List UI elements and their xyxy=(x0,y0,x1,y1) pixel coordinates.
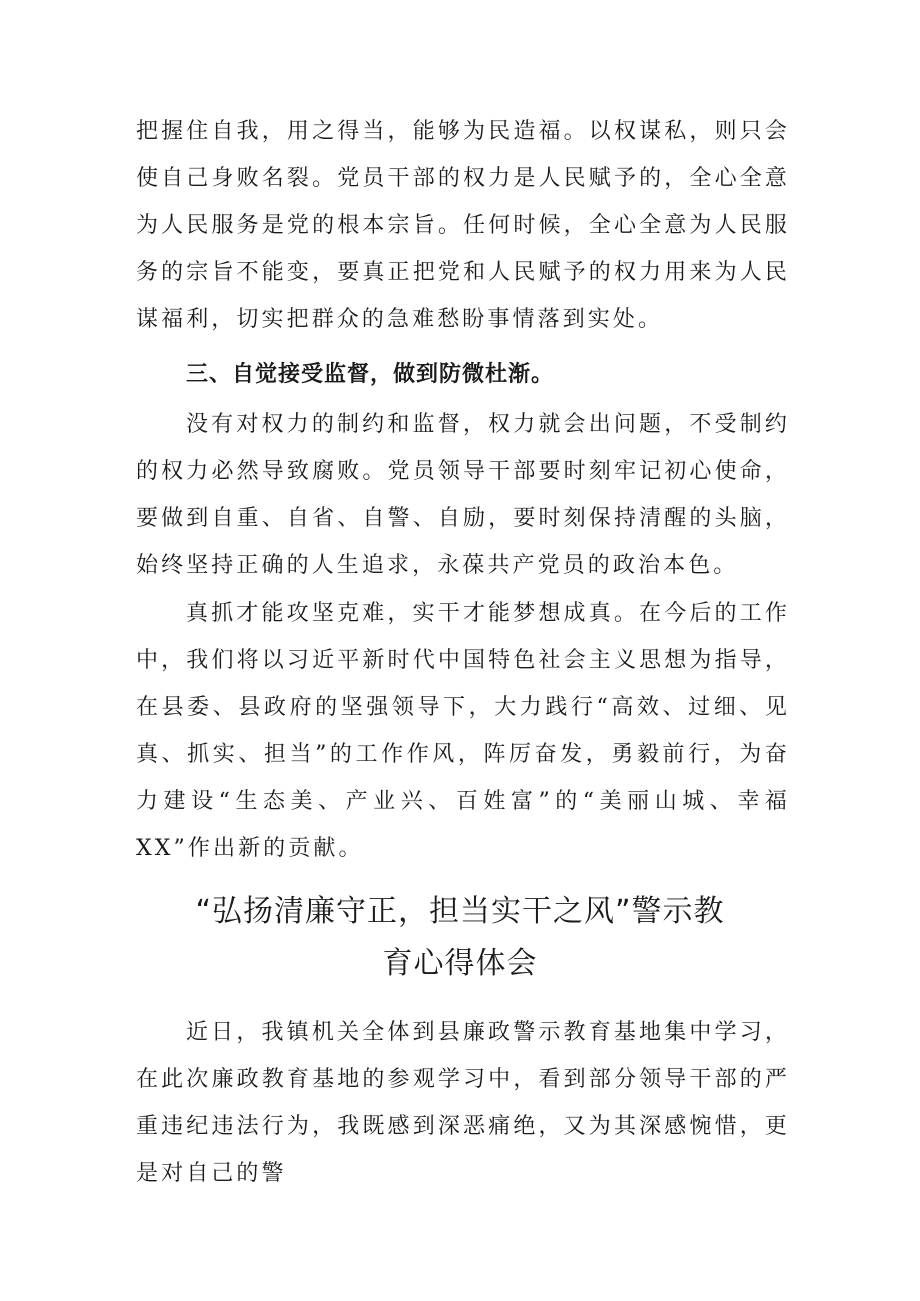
title-line-1: “弘扬清廉守正，担当实干之风”警示教 xyxy=(195,894,725,929)
paragraph-opening: 近日，我镇机关全体到县廉政警示教育基地集中学习，在此次廉政教育基地的参观学习中，看到部分领导干部的严重违纪违法行为，我既感到深恶痛绝，又为其深感惋惜，更是对自己的警 xyxy=(136,1020,790,1186)
paragraph-continued: 把握住自我，用之得当，能够为民造福。以权谋私，则只会使自己身败名裂。党员干部的权力是人民赋予的，全心全意为人民服务是党的根本宗旨。任何时候，全心全意为人民服务的宗旨不能变，要真正把党和人民赋予的权力用来为人民谋福利，切实把群众的急难愁盼事情落到实处。 xyxy=(136,119,790,332)
paragraph-conclusion: 真抓才能攻坚克难，实干才能梦想成真。在今后的工作中，我们将以习近平新时代中国特色社会主义思想为指导，在县委、县政府的坚强领导下，大力践行“高效、过细、见真、抓实、担当”的工作作风，阵厉奋发，勇毅前行，为奋力建设“生态美、产业兴、百姓富”的“美丽山城、幸福XX”作出新的贡献。 xyxy=(136,601,790,861)
title-line-2: 育心得体会 xyxy=(382,946,538,981)
article-title xyxy=(140,886,780,990)
section-heading: 三、自觉接受监督，做到防微杜渐。 xyxy=(186,362,555,387)
paragraph-supervision: 没有对权力的制约和监督，权力就会出问题，不受制约的权力必然导致腐败。党员领导干部要时刻牢记初心使命，要做到自重、自省、自警、自励，要时刻保持清醒的头脑，始终坚持正确的人生追求，永葆共产党员的政治本色。 xyxy=(136,412,790,578)
